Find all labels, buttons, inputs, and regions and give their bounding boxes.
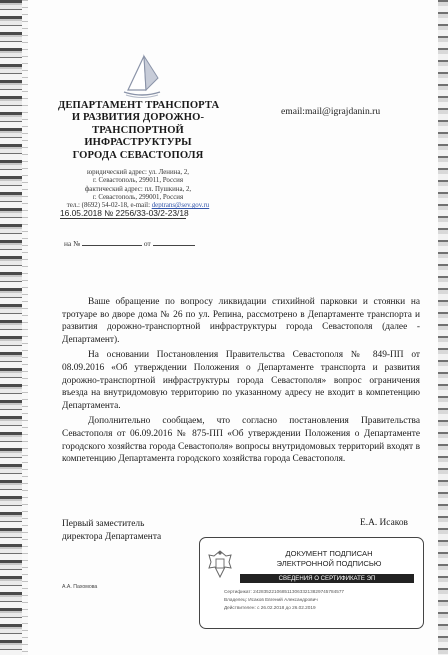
incoming-reference <box>64 239 195 248</box>
stamp-title-line: ЭЛЕКТРОННОЙ ПОДПИСЬЮ <box>276 559 382 568</box>
body-paragraph: Дополнительно сообщаем, что согласно постановления Правительства Севастополя от 06.09.2016 № 875-ПП «Об утверждении Положения о Департаменте городского хозяйства города Севастополя» вопросы внутридомовых территорий входят в компетенцию Департамента городского хозяйства города Севастополя. <box>62 416 420 465</box>
signatory-position-line: директора Департамента <box>62 531 162 542</box>
organization-address <box>58 169 218 210</box>
recipient-email: email:mail@igrajdanin.ru <box>281 106 381 117</box>
scan-edge-left-inner <box>22 0 28 655</box>
scan-edge-left <box>0 0 22 655</box>
organization-name-line: ДЕПАРТАМЕНТ ТРАНСПОРТА <box>58 100 220 111</box>
signatory-position <box>62 518 161 543</box>
address-line: г. Севастополь, 299001, Россия <box>92 193 184 201</box>
registration-underline <box>60 218 186 219</box>
incoming-from-blank <box>153 239 195 246</box>
incoming-no-blank <box>82 239 142 246</box>
contacts-prefix: тел.: (8692) 54-02-18, e-mail: <box>66 202 152 210</box>
signatory-position-line: Первый заместитель <box>62 519 145 529</box>
body-paragraph: Ваше обращение по вопросу ликвидации стихийной парковки и стоянки на тротуаре во дворе дома № 26 по ул. Репина, рассмотрено в Департаменте транспорта и развития дорожно-транспортной инфраструктуры города Севастополя (далее - Департамент). <box>62 297 420 345</box>
incoming-no-label: на № <box>64 239 81 248</box>
stamp-owner: Владелец: Исаков Евгений Александрович <box>224 597 318 603</box>
stamp-certificate: Сертификат: 24283522106851130633213829745784577 <box>224 589 345 594</box>
organization-name-line: ГОРОДА СЕВАСТОПОЛЯ <box>72 149 204 161</box>
organization-name <box>58 100 218 162</box>
registration-number: 16.05.2018 № 2256/33-03/2-23/18 <box>60 208 189 218</box>
address-line: фактический адрес: пл. Пушкина, 2, <box>84 185 192 193</box>
stamp-title-line: ДОКУМЕНТ ПОДПИСАН <box>285 549 373 558</box>
coat-of-arms-icon <box>206 548 234 580</box>
stamp-valid: Действителен: с 26.02.2018 до 26.02.2019 <box>224 605 316 611</box>
organization-name-line: ТРАНСПОРТНОЙ <box>92 124 184 136</box>
signatory-name: Е.А. Исаков <box>360 518 408 528</box>
body-paragraph: На основании Постановления Правительства Севастополя № 849-ПП от 08.09.2016 «Об утверждении Положения о Департаменте транспорта и развития дорожно-транспортной инфраструктуры города Севастополя» вопрос ограничения въезда на внутридомовую территорию по указанному адресу не входит в компетенцию Департамента. <box>62 350 420 411</box>
address-line: г. Севастополь, 299011, Россия <box>92 177 184 185</box>
stamp-title <box>240 549 418 569</box>
scan-edge-right <box>438 0 448 655</box>
sevastopol-emblem-icon <box>122 50 162 98</box>
address-line: юридический адрес: ул. Ленина, 2, <box>86 169 190 176</box>
executor-name: А.А. Пахомова <box>62 584 98 590</box>
electronic-signature-stamp <box>199 537 424 629</box>
stamp-certificate-bar: СВЕДЕНИЯ О СЕРТИФИКАТЕ ЭП <box>240 574 414 583</box>
organization-name-line: ИНФРАСТРУКТУРЫ <box>84 137 192 149</box>
incoming-from-label: от <box>143 239 151 248</box>
letter-body <box>62 296 420 469</box>
organization-name-line: И РАЗВИТИЯ ДОРОЖНО- <box>71 112 205 124</box>
stamp-details <box>224 588 420 613</box>
contacts-email-link[interactable]: deptrans@sev.gov.ru <box>151 202 210 210</box>
